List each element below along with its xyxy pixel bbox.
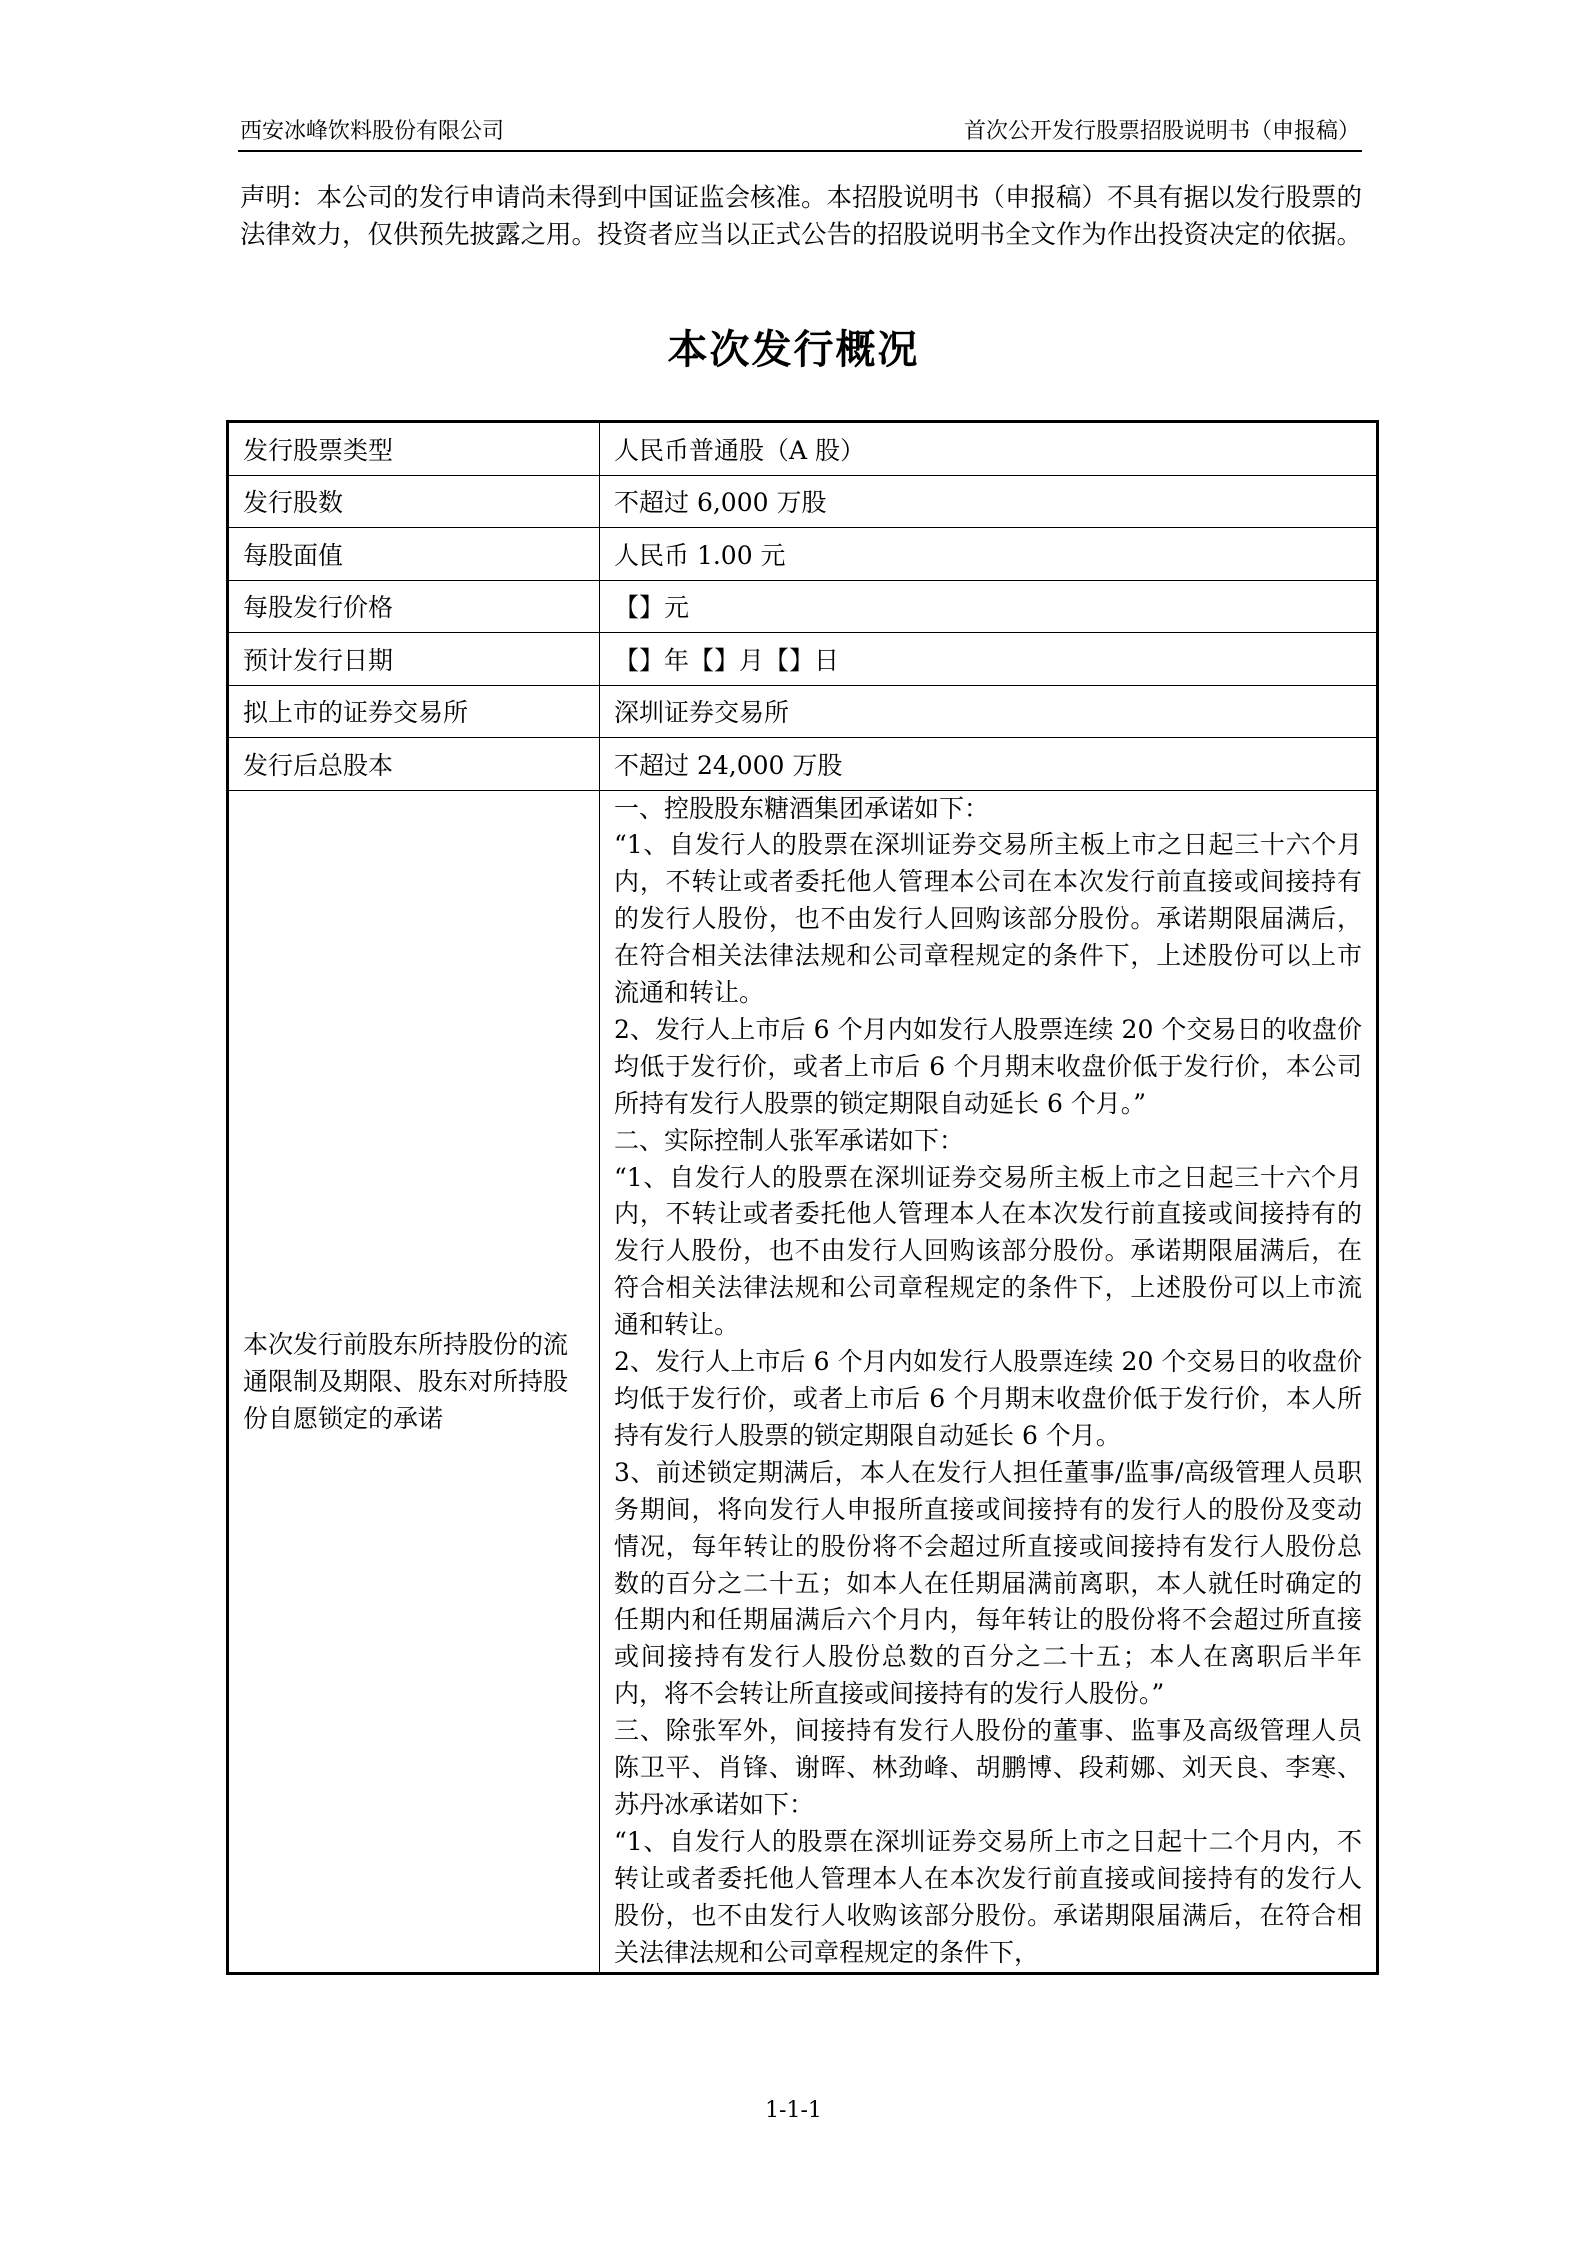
commitment-paragraph: “1、自发行人的股票在深圳证券交易所主板上市之日起三十六个月内，不转让或者委托他人管理本人在本次发行前直接或间接持有的发行人股份，也不由发行人回购该部分股份。承诺期限届满后，在符合相关法律法规和公司章程规定的条件下，上述股份可以上市流通和转让。 — [614, 1162, 1362, 1340]
commitment-paragraph: 一、控股股东糖酒集团承诺如下： — [614, 793, 990, 823]
row-value: 人民币 1.00 元 — [600, 528, 1378, 581]
table-row — [228, 528, 1378, 581]
lockup-commitments — [600, 790, 1378, 1973]
offering-overview-table — [226, 420, 1379, 1975]
lockup-row — [228, 790, 1378, 1973]
row-label: 每股面值 — [228, 528, 600, 581]
row-label: 预计发行日期 — [228, 633, 600, 686]
table-row — [228, 633, 1378, 686]
lockup-label: 本次发行前股东所持股份的流通限制及期限、股东对所持股份自愿锁定的承诺 — [228, 790, 600, 1973]
row-label: 每股发行价格 — [228, 580, 600, 633]
row-label: 发行后总股本 — [228, 738, 600, 791]
row-label: 发行股票类型 — [228, 422, 600, 476]
row-label: 拟上市的证券交易所 — [228, 685, 600, 738]
row-value: 不超过 24,000 万股 — [600, 738, 1378, 791]
row-value: 人民币普通股（A 股） — [600, 422, 1378, 476]
commitment-paragraph: 2、发行人上市后 6 个月内如发行人股票连续 20 个交易日的收盘价均低于发行价，或者上市后 6 个月期末收盘价低于发行价，本公司所持有发行人股票的锁定期限自动延长 6 个月。” — [614, 1014, 1362, 1118]
commitment-paragraph: “1、自发行人的股票在深圳证券交易所上市之日起十二个月内，不转让或者委托他人管理本人在本次发行前直接或间接持有的发行人股份，也不由发行人收购该部分股份。承诺期限届满后，在符合相关法律法规和公司章程规定的条件下， — [614, 1826, 1362, 1967]
row-value: 不超过 6,000 万股 — [600, 475, 1378, 528]
table-row — [228, 685, 1378, 738]
table-row — [228, 580, 1378, 633]
commitment-paragraph: 三、除张军外，间接持有发行人股份的董事、监事及高级管理人员陈卫平、肖锋、谢晖、林劲峰、胡鹏博、段莉娜、刘天良、李寒、苏丹冰承诺如下： — [614, 1716, 1362, 1819]
row-value: 【】年【】月【】日 — [600, 633, 1378, 686]
commitment-paragraph: 二、实际控制人张军承诺如下： — [614, 1125, 965, 1155]
row-label: 发行股数 — [228, 475, 600, 528]
page-number: 1-1-1 — [765, 2098, 822, 2123]
table-row — [228, 422, 1378, 476]
commitment-paragraph: 2、发行人上市后 6 个月内如发行人股票连续 20 个交易日的收盘价均低于发行价，或者上市后 6 个月期末收盘价低于发行价，本人所持有发行人股票的锁定期限自动延长 6 个月。 — [614, 1347, 1362, 1450]
commitment-paragraph: “1、自发行人的股票在深圳证券交易所主板上市之日起三十六个月内，不转让或者委托他人管理本公司在本次发行前直接或间接持有的发行人股份，也不由发行人回购该部分股份。承诺期限届满后，在符合相关法律法规和公司章程规定的条件下，上述股份可以上市流通和转让。 — [614, 830, 1362, 1008]
page-title: 本次发行概况 — [667, 327, 920, 373]
row-value: 深圳证券交易所 — [600, 685, 1378, 738]
disclaimer-statement: 声明：本公司的发行申请尚未得到中国证监会核准。本招股说明书（申报稿）不具有据以发行股票的法律效力，仅供预先披露之用。投资者应当以正式公告的招股说明书全文作为作出投资决定的依据。 — [240, 183, 1363, 250]
table-row — [228, 475, 1378, 528]
page-header — [238, 110, 1362, 152]
commitment-paragraph: 3、前述锁定期满后，本人在发行人担任董事/监事/高级管理人员职务期间，将向发行人申报所直接或间接持有的发行人的股份及变动情况，每年转让的股份将不会超过所直接或间接持有发行人股份总数的百分之二十五；如本人在任期届满前离职，本人就任时确定的任期内和任期届满后六个月内，每年转让的股份将不会超过所直接或间接持有发行人股份总数的百分之二十五；本人在离职后半年内，将不会转让所直接或间接持有的发行人股份。” — [614, 1457, 1362, 1709]
header-company-name: 西安冰峰饮料股份有限公司 — [240, 119, 505, 144]
header-document-title: 首次公开发行股票招股说明书（申报稿） — [963, 119, 1360, 144]
row-value: 【】元 — [600, 580, 1378, 633]
table-row — [228, 738, 1378, 791]
